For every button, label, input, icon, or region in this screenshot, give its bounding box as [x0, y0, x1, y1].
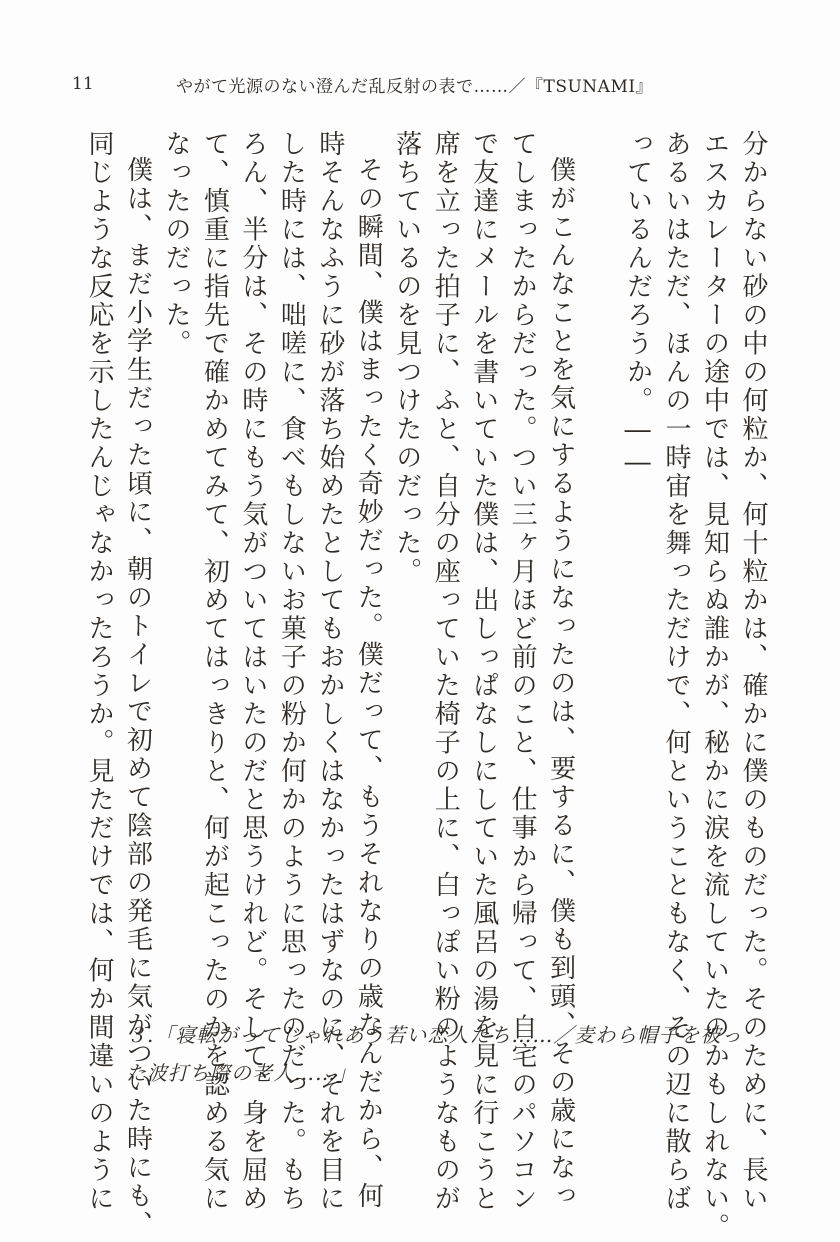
text-column: その瞬間、僕はまったく奇妙だった。僕だって、もうそれなりの歳なんだから、何: [353, 156, 384, 1211]
text-column: 落ちているのを見つけたのだった。: [391, 130, 422, 586]
caption-line: た波打ち際の老人……」: [126, 1061, 357, 1085]
text-column: あるいはただ、ほんの一時宙を舞っただけで、何ということもなく、その辺に散らば: [661, 130, 692, 1213]
page-number: 11: [72, 74, 94, 94]
text-column: て、慎重に指先で確かめてみて、初めてはっきりと、何が起こったのかを認める気に: [199, 130, 230, 1213]
text-column: 僕がこんなことを気にするようになったのは、要するに、僕も到頭、その歳になっ: [545, 156, 576, 1211]
text-column: っているんだろうか。――: [622, 130, 653, 480]
text-column: した時には、咄嗟に、食べもしないお菓子の粉か何かのように思ったのだった。もち: [276, 130, 307, 1213]
text-column: 席を立った拍子に、ふと、自分の座っていた椅子の上に、白っぽい粉のようなものが: [430, 130, 461, 1213]
text-column: 僕は、まだ小学生だった頃に、朝のトイレで初めて陰部の発毛に気がついた時にも、: [122, 156, 153, 1239]
text-column: で友達にメールを書いていた僕は、出しっぱなしにしていた風呂の湯を見に行こうと: [468, 130, 499, 1213]
caption-line: ３.「寝転がってじゃれあう若い恋人たち……／麦わら帽子を被っ: [126, 1023, 743, 1047]
text-column: 分からない砂の中の何粒か、何十粒かは、確かに僕のものだった。そのために、長い: [737, 130, 768, 1213]
running-title: やがて光源のない澄んだ乱反射の表で……／『TSUNAMI』: [176, 77, 654, 97]
text-column: てしまったからだった。つい三ヶ月ほど前のこと、仕事から帰って、自宅のパソコン: [507, 130, 538, 1213]
text-column: 同じような反応を示したんじゃなかったろうか。見ただけでは、何か間違いのように: [84, 130, 114, 1213]
text-column: ろん、半分は、その時にもう気がついてはいたのだと思うけれど。そして、身を屈め: [237, 130, 268, 1213]
figure-caption: [126, 1016, 766, 1092]
page-header: [0, 64, 840, 104]
text-column: エスカレーターの途中では、見知らぬ誰かが、秘かに涙を流していたのかもしれない。: [699, 130, 730, 1242]
text-column-blank: [586, 130, 612, 1000]
text-column: 時そんなふうに砂が落ち始めたとしてもおかしくはなかったはずなのに、それを目に: [314, 130, 345, 1213]
text-column: なったのだった。: [160, 130, 191, 358]
